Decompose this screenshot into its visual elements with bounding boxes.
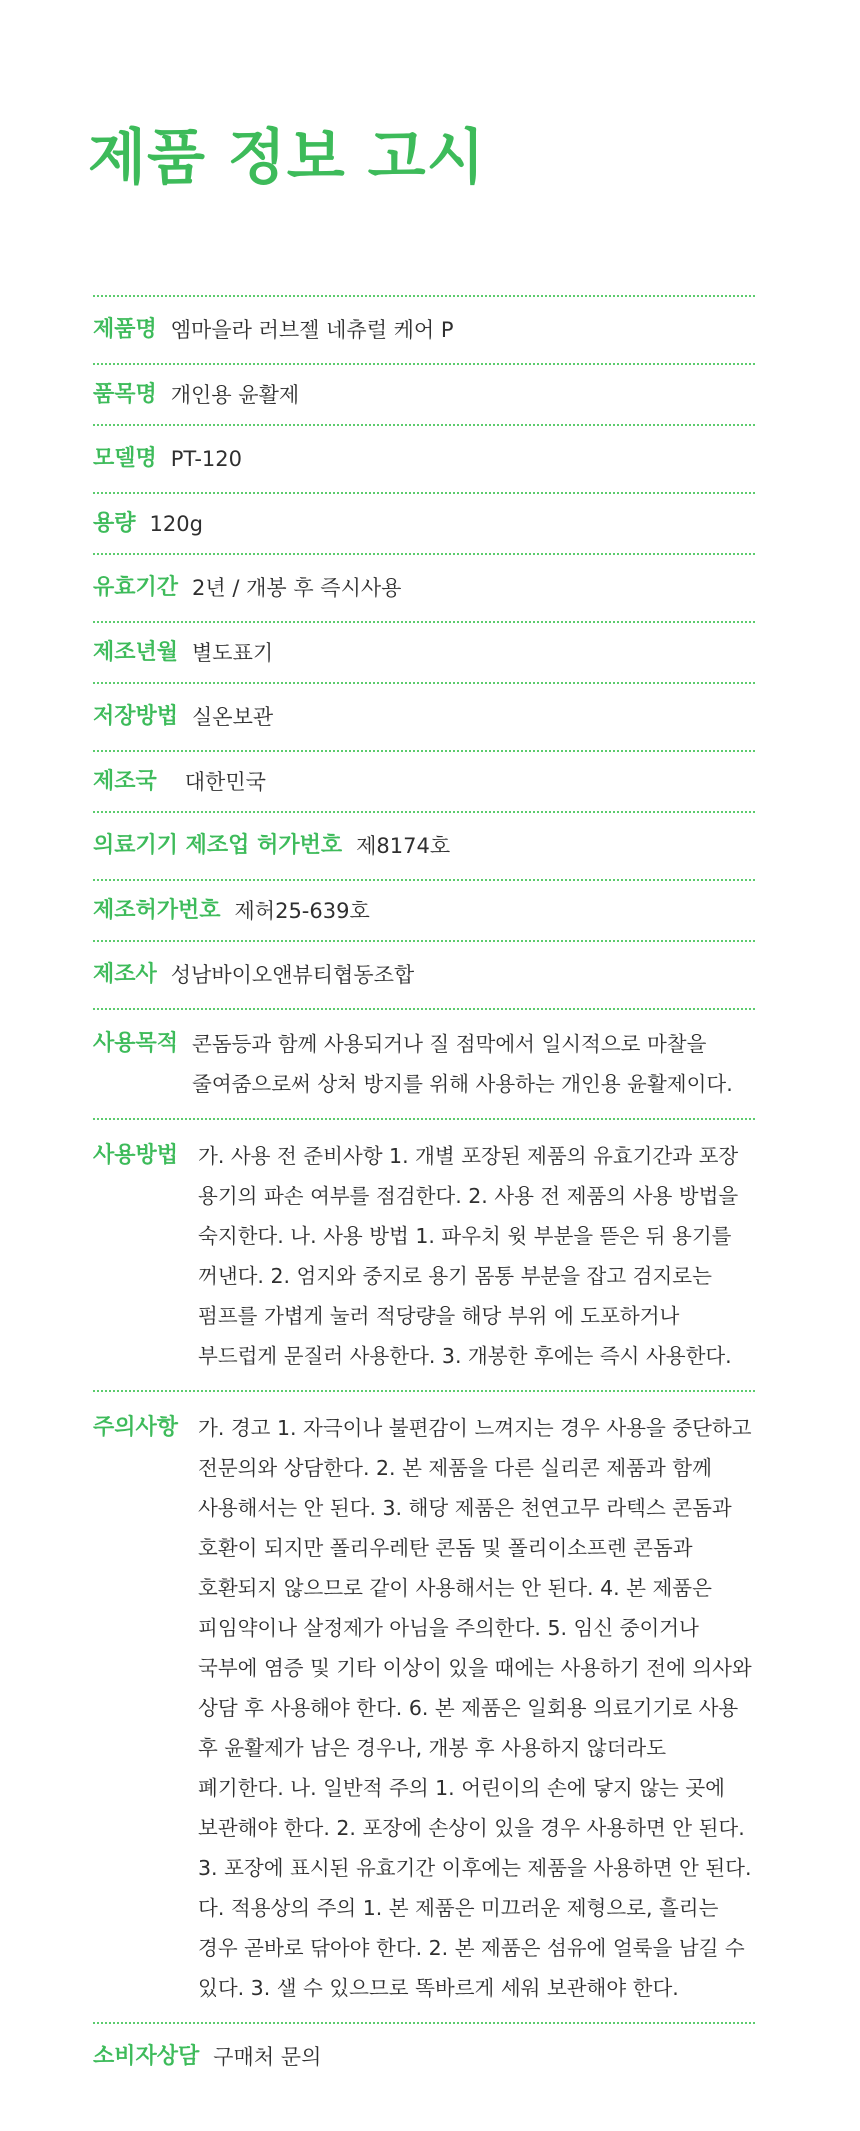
info-row-manufacture-date	[93, 623, 755, 682]
info-row-product-name	[93, 297, 755, 363]
info-row-manufacturer	[93, 942, 755, 1008]
info-row-purpose	[93, 1010, 755, 1118]
row-label: 사용목적	[93, 1031, 179, 1056]
info-row-permit-number	[93, 881, 755, 940]
info-row-caution	[93, 1392, 755, 2022]
row-value: 구매처 문의	[213, 2045, 322, 2069]
row-label: 제품명	[93, 317, 157, 342]
row-label: 유효기간	[93, 575, 179, 600]
row-label: 제조허가번호	[93, 897, 221, 923]
row-label: 사용방법	[93, 1143, 179, 1168]
row-value: 가. 사용 전 준비사항 1. 개별 포장된 제품의 유효기간과 포장 용기의 파손 여부를 점검한다. 2. 사용 전 제품의 사용 방법을 숙지한다. 나. 사용 방법 1. 파우치 윗 부분을 뜯은 뒤 용기를 꺼낸다. 2. 엄지와 중지로 용기 몸통 부분을 잡고 검지로는 펌프를 가볍게 눌러 적당량을 해당 부위 에 도포하거나 부드럽게 문질러 사용한다. 3. 개봉한 후에는 즉시 사용한다.	[198, 1144, 739, 1368]
row-label: 모델명	[93, 446, 157, 471]
row-value: 120g	[149, 511, 203, 536]
product-info-list	[93, 295, 755, 2090]
row-value: 제허25-639호	[234, 898, 370, 923]
row-value: 가. 경고 1. 자극이나 불편감이 느껴지는 경우 사용을 중단하고 전문의와 상담한다. 2. 본 제품을 다른 실리콘 제품과 함께 사용해서는 안 된다. 3. 해당 제품은 천연고무 라텍스 콘돔과 호환이 되지만 폴리우레탄 콘돔 및 폴리이소프렌 콘돔과 호환되지 않으므로 같이 사용해서는 안 된다. 4. 본 제품은 피임약이나 살정제가 아님을 주의한다. 5. 임신 중이거나 국부에 염증 및 기타 이상이 있을 때에는 사용하기 전에 의사와 상담 후 사용해야 한다. 6. 본 제품은 일회용 의료기기로 사용 후 윤활제가 남은 경우나, 개봉 후 사용하지 않더라도 폐기한다. 나. 일반적 주의 1. 어린이의 손에 닿지 않는 곳에 보관해야 한다. 2. 포장에 손상이 있을 경우 사용하면 안 된다. 3. 포장에 표시된 유효기간 이후에는 제품을 사용하면 안 된다. 다. 적용상의 주의 1. 본 제품은 미끄러운 제형으로, 흘리는 경우 곧바로 닦아야 한다. 2. 본 제품은 섬유에 얼룩을 남길 수 있다. 3. 샐 수 있으므로 똑바르게 세워 보관해야 한다.	[198, 1416, 752, 2000]
info-row-capacity	[93, 494, 755, 553]
row-label: 저장방법	[93, 704, 179, 729]
row-label: 품목명	[93, 381, 157, 407]
row-label: 주의사항	[93, 1415, 179, 1440]
page-title: 제품 정보 고시	[88, 123, 486, 193]
row-value: 엠마을라 러브젤 네츄럴 케어 P	[170, 318, 454, 342]
row-label: 제조사	[93, 962, 157, 987]
info-row-country	[93, 752, 755, 811]
row-value: 실온보관	[192, 705, 274, 729]
info-row-license-number	[93, 813, 755, 879]
row-value: PT-120	[170, 447, 242, 471]
row-value: 성남바이오앤뷰티협동조합	[170, 963, 415, 987]
row-value: 별도표기	[192, 640, 274, 665]
info-row-usage	[93, 1120, 755, 1390]
info-row-consumer-inquiry	[93, 2024, 755, 2090]
row-value: 콘돔등과 함께 사용되거나 질 점막에서 일시적으로 마찰을 줄여줌으로써 상처 방지를 위해 사용하는 개인용 윤활제이다.	[192, 1032, 733, 1096]
row-label: 제조년월	[93, 639, 179, 665]
row-value: 대한민국	[184, 769, 266, 794]
row-value: 개인용 윤활제	[170, 382, 300, 407]
row-value: 2년 / 개봉 후 즉시사용	[192, 576, 402, 600]
info-row-storage	[93, 684, 755, 750]
info-row-model-name	[93, 426, 755, 492]
info-row-item-name	[93, 365, 755, 424]
row-label: 의료기기 제조업 허가번호	[93, 833, 343, 858]
row-value: 제8174호	[356, 834, 451, 858]
row-label: 용량	[93, 510, 136, 536]
row-label: 제조국	[93, 768, 157, 794]
info-row-expiration	[93, 555, 755, 621]
row-label: 소비자상담	[93, 2044, 200, 2069]
